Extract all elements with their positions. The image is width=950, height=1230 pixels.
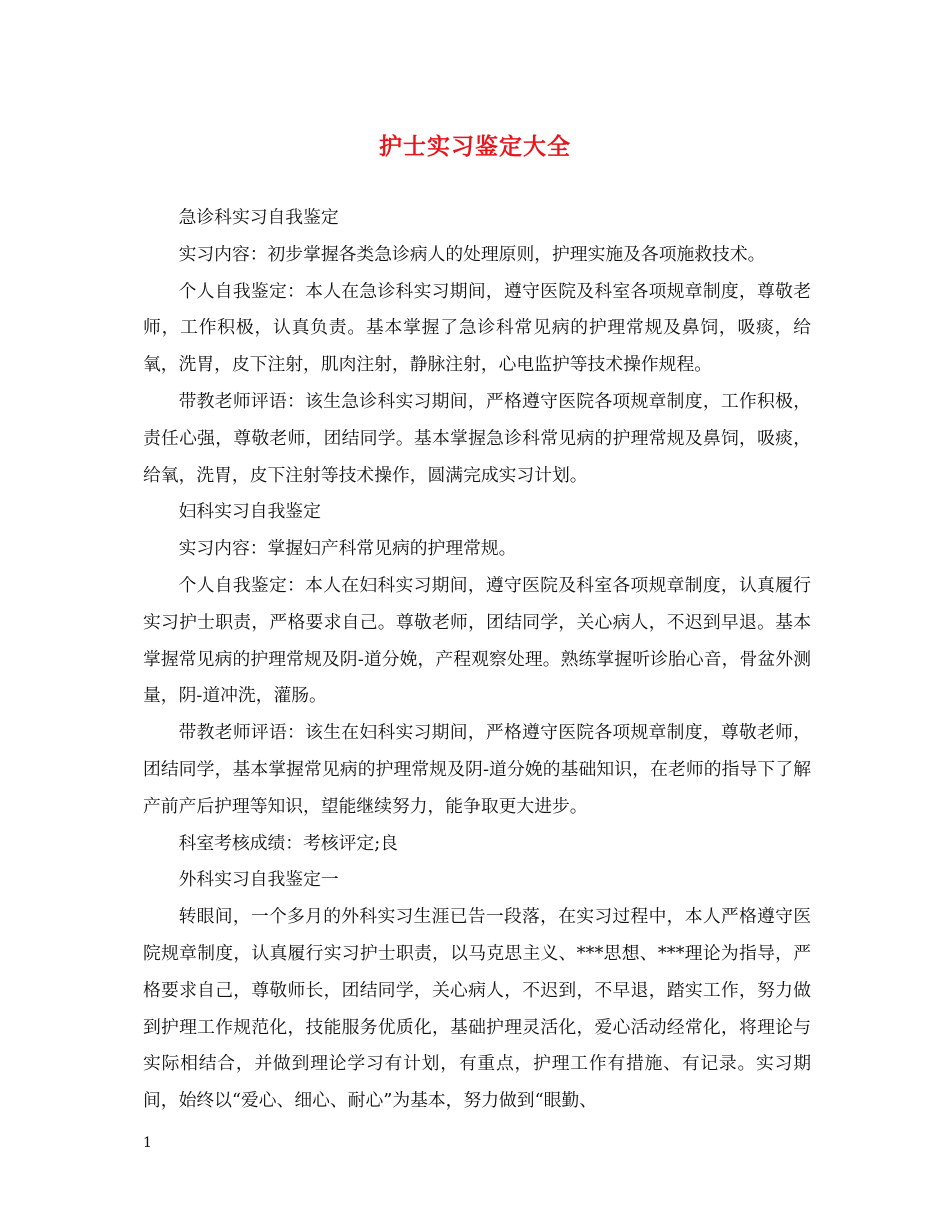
section-heading-surgery: 外科实习自我鉴定一 [178,869,339,891]
section-heading-emergency: 急诊科实习自我鉴定 [178,207,339,228]
page-number: 1 [143,1135,152,1151]
paragraph: 带教老师评语：该生在妇科实习期间，严格遵守医院各项规章制度，尊敬老师，团结同学，基本掌握常见病的护理常规及阴-道分娩的基础知识，在老师的指导下了解产前产后护理等知识，望能继续努力，能争取更大进步。 [143,722,811,817]
paragraph: 实习内容：初步掌握各类急诊病人的处理原则，护理实施及各项施救技术。 [178,243,766,265]
document-body [143,200,811,1120]
paragraph: 个人自我鉴定：本人在妇科实习期间，遵守医院及科室各项规章制度，认真履行实习护士职责，严格要求自己。尊敬老师，团结同学，关心病人，不迟到早退。基本掌握常见病的护理常规及阴-道分娩，产程观察处理。熟练掌握听诊胎心音，骨盆外测量，阴-道冲洗，灌肠。 [143,574,811,707]
paragraph: 带教老师评语：该生急诊科实习期间，严格遵守医院各项规章制度，工作积极，责任心强，尊敬老师，团结同学。基本掌握急诊科常见病的护理常规及鼻饲，吸痰，给氧，洗胃，皮下注射等技术操作，圆满完成实习计划。 [143,390,811,486]
section-heading-gynecology: 妇科实习自我鉴定 [178,501,321,523]
paragraph: 科室考核成绩：考核评定;良 [178,832,398,854]
paragraph: 个人自我鉴定：本人在急诊科实习期间，遵守医院及科室各项规章制度，尊敬老师，工作积极，认真负责。基本掌握了急诊科常见病的护理常规及鼻饲，吸痰，给氧，洗胃，皮下注射，肌肉注射，静脉注射，心电监护等技术操作规程。 [143,280,811,376]
document-title: 护士实习鉴定大全 [379,133,571,160]
paragraph: 转眼间，一个多月的外科实习生涯已告一段落，在实习过程中，本人严格遵守医院规章制度，认真履行实习护士职责，以马克思主义、***思想、***理论为指导，严格要求自己，尊敬师长，团结同学，关心病人，不迟到，不早退，踏实工作，努力做到护理工作规范化，技能服务优质化，基础护理灵活化，爱心活动经常化，将理论与实际相结合，并做到理论学习有计划，有重点，护理工作有措施、有记录。实习期间，始终以“爱心、细心、耐心”为基本，努力做到“眼勤、 [143,906,811,1112]
paragraph: 实习内容：掌握妇产科常见病的护理常规。 [178,538,517,560]
